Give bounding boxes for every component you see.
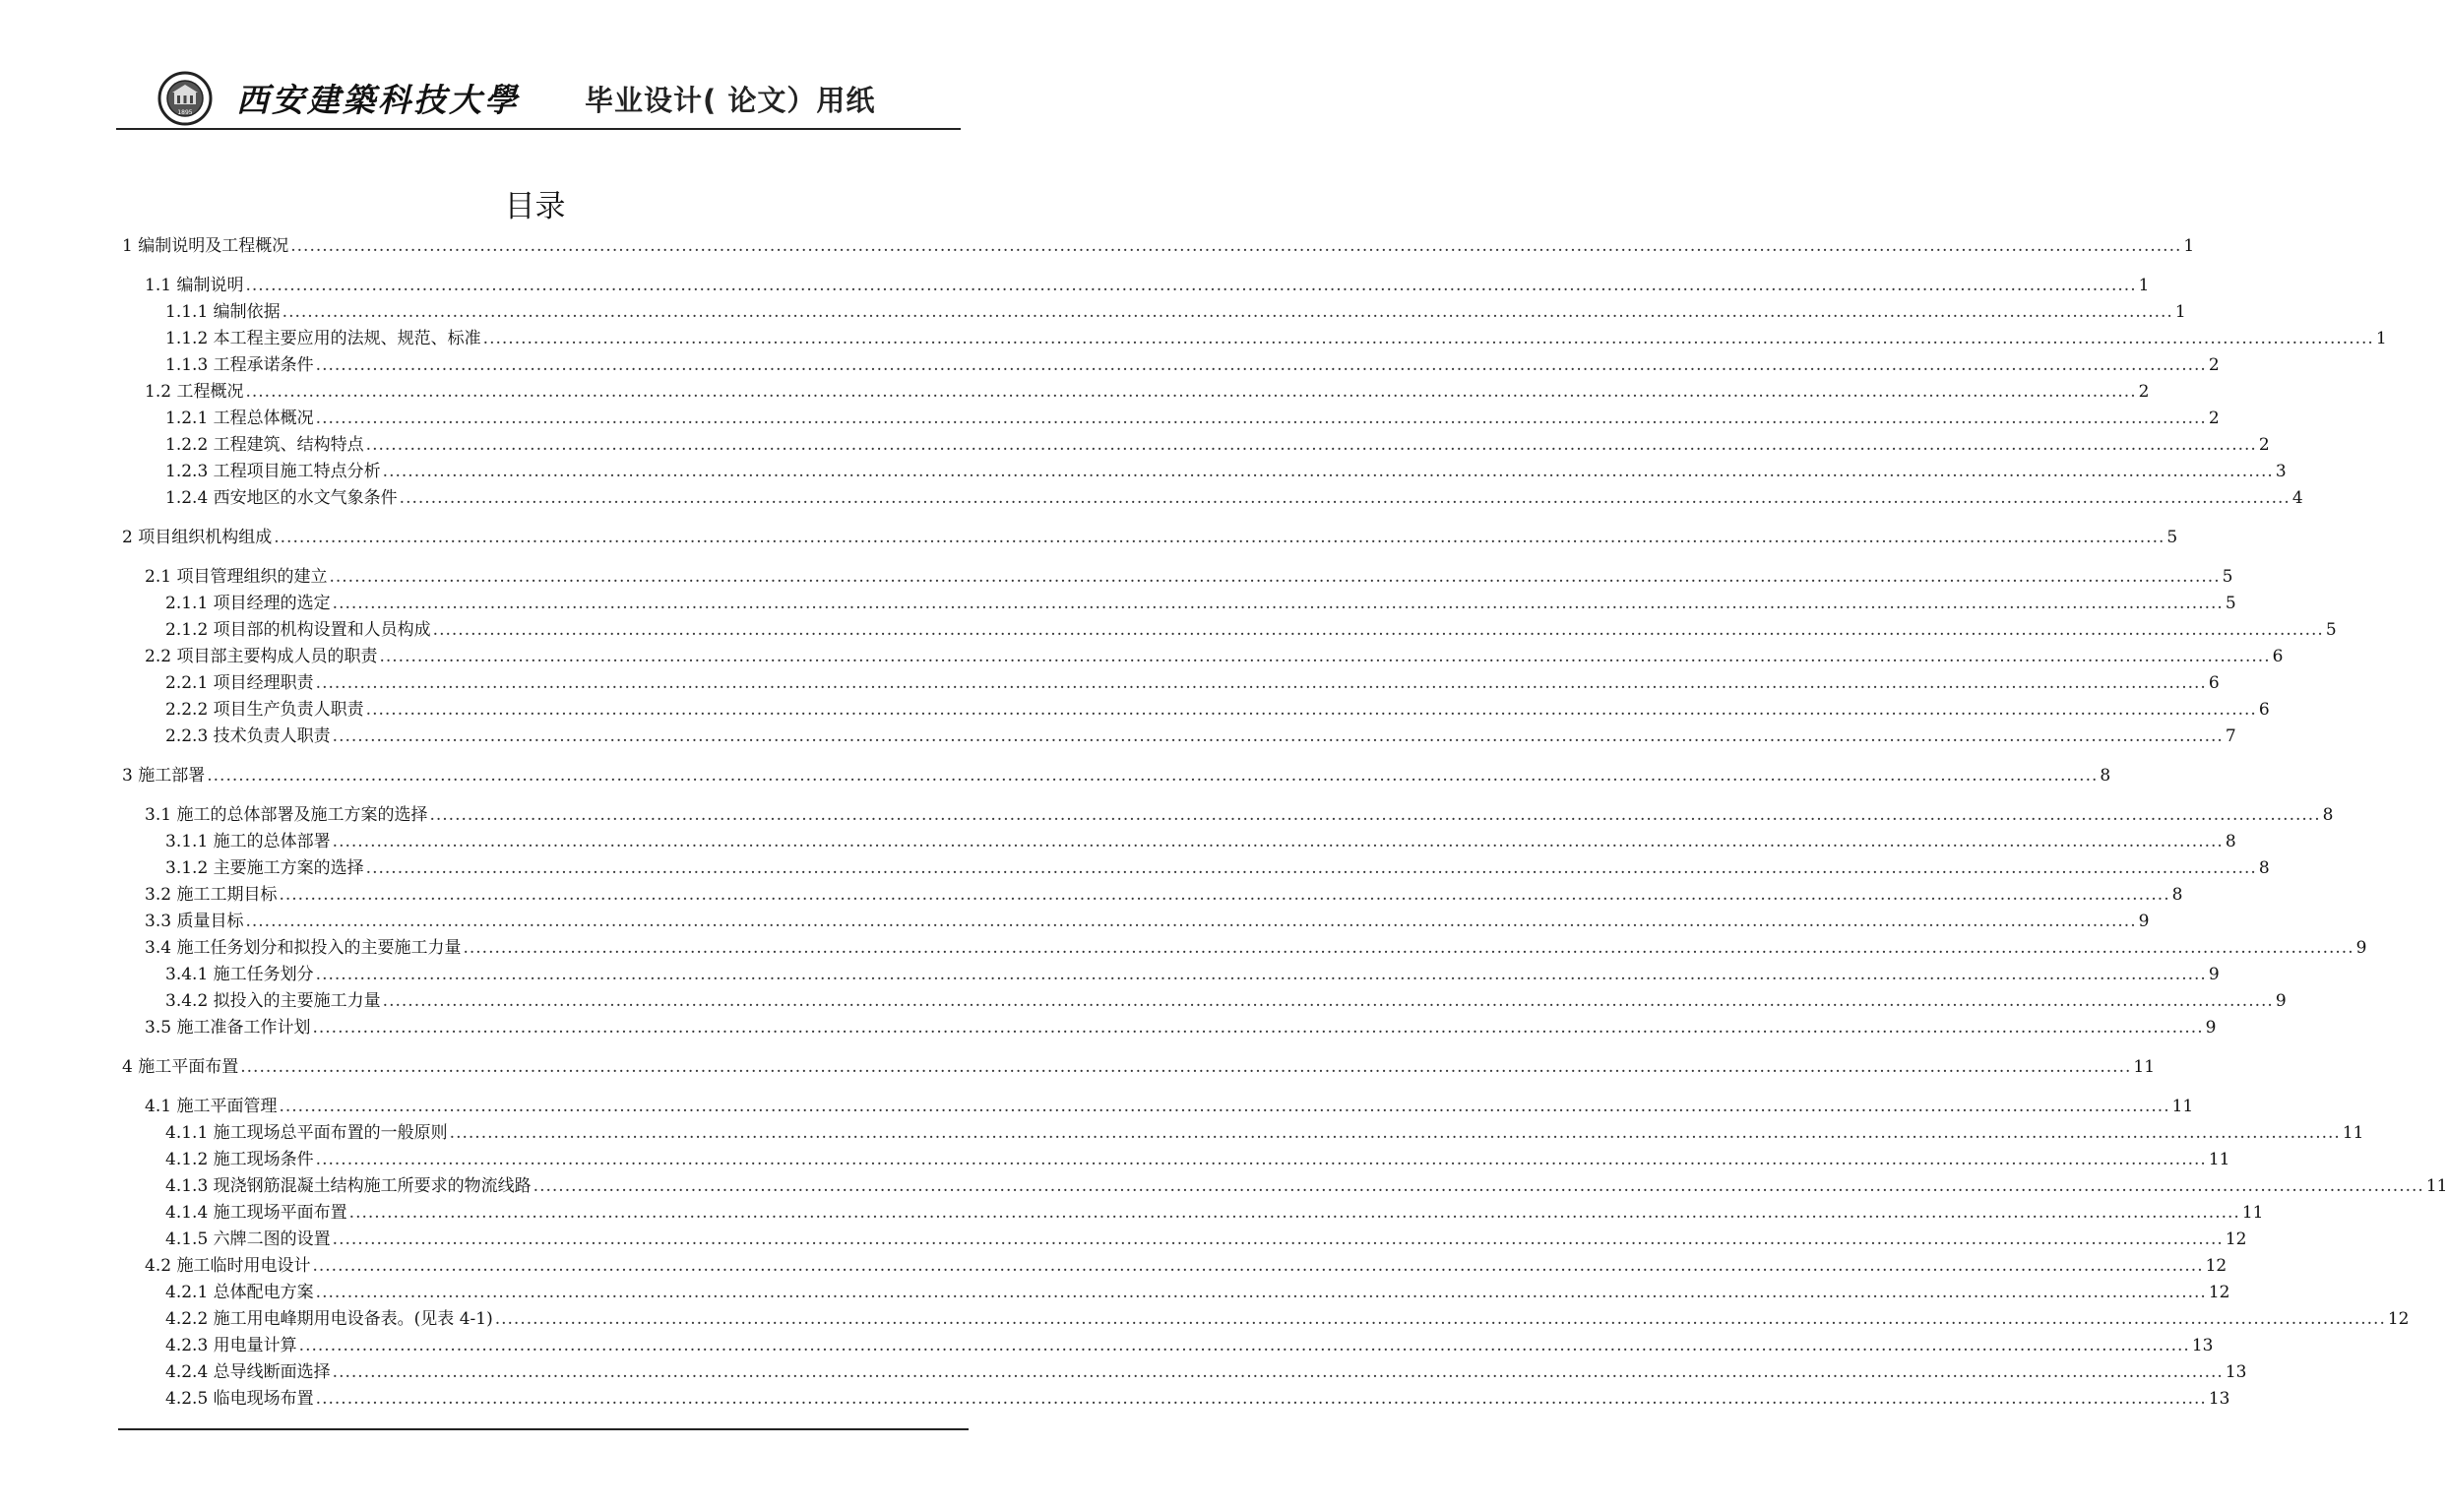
toc-entry-label: 2 项目组织机构组成 [122, 528, 273, 547]
seal-year: 1895 [177, 109, 193, 116]
toc-entry-label: 1.2.4 西安地区的水文气象条件 [165, 488, 398, 508]
toc-leader-dots: ............................................................................................................................................................................................................................................................................................................ [290, 236, 2182, 256]
toc-entry-page: 8 [2225, 832, 2236, 851]
toc-entry[interactable] [165, 591, 2236, 617]
toc-entry[interactable] [145, 802, 2334, 829]
toc-entry-label: 3.1.1 施工的总体部署 [165, 832, 331, 851]
toc-leader-dots: ............................................................................................................................................................................................................................................................................................................ [399, 488, 2290, 508]
toc-entry[interactable] [145, 644, 2284, 670]
toc-leader-dots: ............................................................................................................................................................................................................................................................................................................ [245, 382, 2137, 402]
toc-entry[interactable] [122, 1054, 2156, 1081]
toc-entry-label: 1.1.2 本工程主要应用的法规、规范、标准 [165, 329, 481, 348]
toc-leader-dots: ............................................................................................................................................................................................................................................................................................................ [274, 528, 2165, 547]
toc-entry[interactable] [165, 1333, 2214, 1359]
toc-leader-dots: ............................................................................................................................................................................................................................................................................................................ [382, 991, 2274, 1011]
toc-entry-label: 3.1 施工的总体部署及施工方案的选择 [145, 805, 428, 825]
toc-leader-dots: ............................................................................................................................................................................................................................................................................................................ [315, 1150, 2207, 1169]
toc-entry-page: 6 [2208, 673, 2220, 693]
toc-entry[interactable] [165, 617, 2337, 644]
toc-leader-dots: ............................................................................................................................................................................................................................................................................................................ [429, 805, 2321, 825]
toc-entry-page: 6 [2272, 647, 2284, 666]
toc-entry[interactable] [165, 1200, 2264, 1227]
toc-entry-label: 4.1.3 现浇钢筋混凝土结构施工所要求的物流线路 [165, 1176, 532, 1196]
toc-entry-label: 3.4.1 施工任务划分 [165, 965, 314, 984]
toc-entry-label: 2.1 项目管理组织的建立 [145, 567, 328, 587]
toc-leader-dots: ............................................................................................................................................................................................................................................................................................................ [463, 938, 2354, 958]
toc-entry-page: 12 [2225, 1229, 2247, 1249]
toc-entry[interactable] [165, 299, 2186, 326]
toc-entry-page: 5 [2222, 567, 2233, 587]
toc-leader-dots: ............................................................................................................................................................................................................................................................................................................ [279, 1097, 2170, 1116]
toc-entry-label: 3.4 施工任务划分和拟投入的主要施工力量 [145, 938, 462, 958]
toc-entry-label: 4.2.3 用电量计算 [165, 1336, 297, 1355]
toc-entry-page: 2 [2208, 355, 2220, 375]
university-logo-text: 西安建築科技大學 [236, 81, 520, 119]
toc-entry[interactable] [165, 1147, 2230, 1173]
toc-entry-page: 1 [2138, 276, 2150, 295]
toc-entry-page: 3 [2275, 462, 2287, 481]
toc-entry-label: 1.1.3 工程承诺条件 [165, 355, 314, 375]
toc-entry-page: 5 [2325, 620, 2337, 640]
toc-leader-dots: ............................................................................................................................................................................................................................................................................................................ [315, 1283, 2207, 1302]
toc-entry[interactable] [165, 1173, 2447, 1200]
toc-leader-dots: ............................................................................................................................................................................................................................................................................................................ [315, 355, 2207, 375]
toc-entry[interactable] [145, 564, 2233, 591]
toc-entry-page: 11 [2241, 1203, 2264, 1223]
toc-entry[interactable] [145, 1253, 2227, 1280]
toc-leader-dots: ............................................................................................................................................................................................................................................................................................................ [298, 1336, 2190, 1355]
toc-leader-dots: ............................................................................................................................................................................................................................................................................................................ [533, 1176, 2424, 1196]
toc-entry[interactable] [145, 379, 2150, 406]
toc-entry-page: 2 [2138, 382, 2150, 402]
toc-leader-dots: ............................................................................................................................................................................................................................................................................................................ [315, 673, 2207, 693]
footer-divider [118, 1428, 969, 1430]
toc-entry-page: 1 [2174, 302, 2186, 322]
toc-entry-page: 11 [2425, 1176, 2447, 1196]
toc-entry[interactable] [165, 326, 2387, 352]
toc-leader-dots: ............................................................................................................................................................................................................................................................................................................ [494, 1309, 2386, 1329]
toc-title: 目录 [504, 189, 566, 224]
toc-entry-label: 3.5 施工准备工作计划 [145, 1018, 311, 1038]
toc-entry-label: 1.1.1 编制依据 [165, 302, 281, 322]
toc-entry-label: 2.2.1 项目经理职责 [165, 673, 314, 693]
toc-entry-page: 1 [2375, 329, 2387, 348]
toc-entry[interactable] [165, 829, 2236, 855]
toc-entry[interactable] [122, 233, 2195, 260]
toc-entry[interactable] [165, 855, 2270, 882]
toc-entry-label: 3.3 质量目标 [145, 912, 244, 931]
toc-entry-page: 13 [2208, 1389, 2230, 1409]
toc-entry[interactable] [165, 1386, 2230, 1413]
toc-entry[interactable] [145, 1015, 2217, 1041]
toc-entry[interactable] [165, 1227, 2247, 1253]
toc-leader-dots: ............................................................................................................................................................................................................................................................................................................ [240, 1057, 2132, 1077]
toc-entry-page: 12 [2387, 1309, 2410, 1329]
toc-entry[interactable] [165, 352, 2220, 379]
toc-entry-page: 11 [2342, 1123, 2364, 1143]
toc-entry-page: 1 [2183, 236, 2195, 256]
toc-entry-label: 2.2 项目部主要构成人员的职责 [145, 647, 378, 666]
toc-leader-dots: ............................................................................................................................................................................................................................................................................................................ [379, 647, 2271, 666]
toc-leader-dots: ............................................................................................................................................................................................................................................................................................................ [312, 1256, 2204, 1276]
paper-type-label: 毕业设计( 论文）用纸 [585, 84, 876, 117]
toc-entry-label: 4.2.1 总体配电方案 [165, 1283, 314, 1302]
toc-entry-page: 12 [2205, 1256, 2227, 1276]
toc-entry-page: 2 [2258, 435, 2270, 455]
toc-entry[interactable] [165, 697, 2270, 724]
toc-entry-page: 5 [2166, 528, 2178, 547]
toc-entry-label: 1.2.3 工程项目施工特点分析 [165, 462, 381, 481]
toc-entry-page: 8 [2100, 766, 2111, 786]
toc-entry-page: 8 [2171, 885, 2183, 905]
toc-entry-label: 2.1.1 项目经理的选定 [165, 594, 331, 613]
toc-entry[interactable] [145, 273, 2150, 299]
toc-leader-dots: ............................................................................................................................................................................................................................................................................................................ [332, 1362, 2224, 1382]
toc-entry-page: 9 [2138, 912, 2150, 931]
toc-leader-dots: ............................................................................................................................................................................................................................................................................................................ [365, 858, 2257, 878]
toc-entry-page: 2 [2208, 409, 2220, 428]
toc-entry-label: 4.1.5 六牌二图的设置 [165, 1229, 331, 1249]
toc-entry-page: 6 [2258, 700, 2270, 720]
toc-entry-label: 4.2.2 施工用电峰期用电设备表。(见表 4-1) [165, 1309, 493, 1329]
toc-entry-page: 9 [2275, 991, 2287, 1011]
toc-entry-page: 12 [2208, 1283, 2230, 1302]
toc-leader-dots: ............................................................................................................................................................................................................................................................................................................ [365, 435, 2257, 455]
toc-entry-label: 2.2.3 技术负责人职责 [165, 726, 331, 746]
toc-entry[interactable] [145, 935, 2367, 962]
toc-entry-page: 8 [2258, 858, 2270, 878]
toc-entry-label: 4.1.4 施工现场平面布置 [165, 1203, 347, 1223]
toc-leader-dots: ............................................................................................................................................................................................................................................................................................................ [279, 885, 2170, 905]
toc-leader-dots: ............................................................................................................................................................................................................................................................................................................ [382, 462, 2274, 481]
toc-leader-dots: ............................................................................................................................................................................................................................................................................................................ [449, 1123, 2341, 1143]
toc-entry[interactable] [165, 1306, 2410, 1333]
toc-entry-label: 3.1.2 主要施工方案的选择 [165, 858, 364, 878]
toc-entry-label: 4.1 施工平面管理 [145, 1097, 278, 1116]
toc-entry-label: 2.2.2 项目生产负责人职责 [165, 700, 364, 720]
toc-entry-label: 1.2.1 工程总体概况 [165, 409, 314, 428]
toc-entry[interactable] [165, 1359, 2247, 1386]
toc-entry-label: 4.2.5 临电现场布置 [165, 1389, 314, 1409]
toc-entry[interactable] [165, 406, 2220, 432]
toc-entry-page: 13 [2225, 1362, 2247, 1382]
toc-leader-dots: ............................................................................................................................................................................................................................................................................................................ [332, 726, 2224, 746]
toc-entry-label: 1.2.2 工程建筑、结构特点 [165, 435, 364, 455]
university-seal-icon [157, 71, 213, 126]
toc-leader-dots: ............................................................................................................................................................................................................................................................................................................ [332, 832, 2224, 851]
toc-entry-label: 4.1.2 施工现场条件 [165, 1150, 314, 1169]
toc-entry-label: 4.2.4 总导线断面选择 [165, 1362, 331, 1382]
toc-entry-page: 5 [2225, 594, 2236, 613]
toc-entry[interactable] [165, 432, 2270, 459]
toc-leader-dots: ............................................................................................................................................................................................................................................................................................................ [482, 329, 2374, 348]
toc-entry[interactable] [122, 525, 2178, 551]
toc-entry-page: 11 [2133, 1057, 2156, 1077]
toc-entry-page: 7 [2225, 726, 2236, 746]
toc-entry[interactable] [165, 988, 2287, 1015]
toc-entry-label: 4 施工平面布置 [122, 1057, 239, 1077]
toc-entry-page: 8 [2322, 805, 2334, 825]
toc-entry-label: 2.1.2 项目部的机构设置和人员构成 [165, 620, 431, 640]
toc-entry[interactable] [165, 724, 2236, 750]
toc-leader-dots: ............................................................................................................................................................................................................................................................................................................ [365, 700, 2257, 720]
toc-leader-dots: ............................................................................................................................................................................................................................................................................................................ [329, 567, 2221, 587]
toc-entry-page: 4 [2291, 488, 2303, 508]
toc-entry[interactable] [145, 1094, 2194, 1120]
toc-leader-dots: ............................................................................................................................................................................................................................................................................................................ [245, 912, 2137, 931]
toc-entry[interactable] [165, 1120, 2364, 1147]
toc-leader-dots: ............................................................................................................................................................................................................................................................................................................ [315, 409, 2207, 428]
toc-entry-label: 1.2 工程概况 [145, 382, 244, 402]
toc-entry-label: 4.1.1 施工现场总平面布置的一般原则 [165, 1123, 448, 1143]
toc-entry-label: 3.2 施工工期目标 [145, 885, 278, 905]
toc-entry-label: 1.1 编制说明 [145, 276, 244, 295]
toc-entry-page: 13 [2191, 1336, 2214, 1355]
toc-entry-page: 9 [2205, 1018, 2217, 1038]
toc-entry[interactable] [165, 1280, 2230, 1306]
toc-entry-page: 11 [2171, 1097, 2194, 1116]
toc-leader-dots: ............................................................................................................................................................................................................................................................................................................ [432, 620, 2324, 640]
toc-entry[interactable] [145, 882, 2183, 909]
toc-entry-label: 4.2 施工临时用电设计 [145, 1256, 311, 1276]
toc-entry[interactable] [145, 909, 2150, 935]
toc-leader-dots: ............................................................................................................................................................................................................................................................................................................ [312, 1018, 2204, 1038]
toc-leader-dots: ............................................................................................................................................................................................................................................................................................................ [348, 1203, 2240, 1223]
toc-entry-label: 3 施工部署 [122, 766, 206, 786]
toc-entry[interactable] [165, 962, 2220, 988]
toc-leader-dots: ............................................................................................................................................................................................................................................................................................................ [207, 766, 2099, 786]
toc-leader-dots: ............................................................................................................................................................................................................................................................................................................ [332, 594, 2224, 613]
toc-entry[interactable] [165, 670, 2220, 697]
toc-entry-page: 9 [2208, 965, 2220, 984]
toc-leader-dots: ............................................................................................................................................................................................................................................................................................................ [282, 302, 2173, 322]
toc-entry[interactable] [165, 459, 2287, 485]
toc-entry-page: 9 [2355, 938, 2367, 958]
toc-leader-dots: ............................................................................................................................................................................................................................................................................................................ [315, 1389, 2207, 1409]
toc-leader-dots: ............................................................................................................................................................................................................................................................................................................ [245, 276, 2137, 295]
page-header [116, 65, 961, 130]
toc-leader-dots: ............................................................................................................................................................................................................................................................................................................ [315, 965, 2207, 984]
toc-leader-dots: ............................................................................................................................................................................................................................................................................................................ [332, 1229, 2224, 1249]
toc-entry[interactable] [165, 485, 2303, 512]
toc-entry-page: 11 [2208, 1150, 2230, 1169]
toc-entry-label: 1 编制说明及工程概况 [122, 236, 289, 256]
toc-entry-label: 3.4.2 拟投入的主要施工力量 [165, 991, 381, 1011]
toc-entry[interactable] [122, 763, 2111, 789]
